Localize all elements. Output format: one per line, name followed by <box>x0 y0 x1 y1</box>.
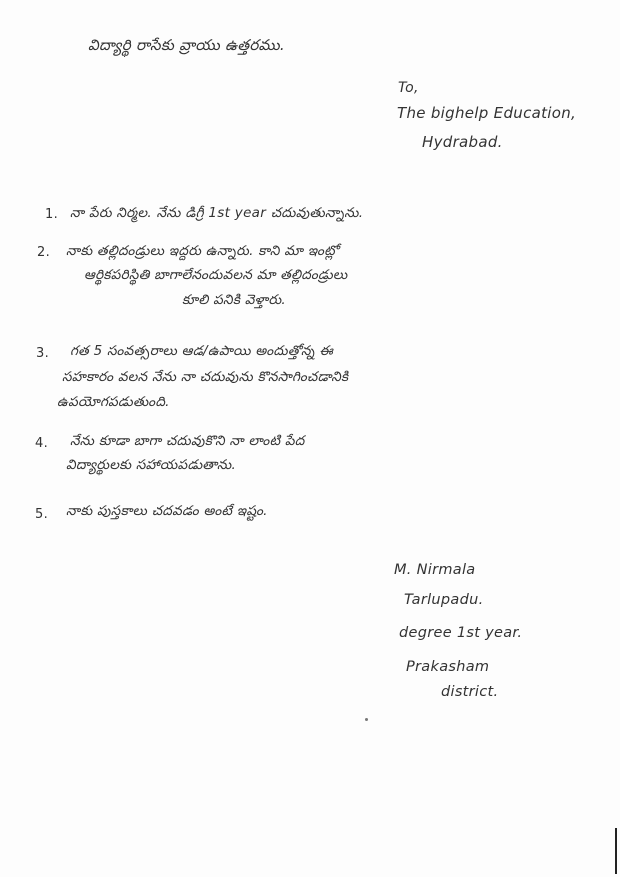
recipient-line-1: The bighelp Education, <box>397 104 577 122</box>
signature-district-line-1: Prakasham <box>406 659 490 675</box>
point-number: 2. <box>37 245 51 260</box>
point-number: 1. <box>45 207 59 222</box>
signature-place: Tarlupadu. <box>404 592 484 608</box>
point-line: నాకు తల్లిదండ్రులు ఇద్దరు ఉన్నారు. కాని మా ఇంట్లో <box>66 243 339 259</box>
point-line: ఆర్థికపరిస్థితి బాగాలేనందువలన మా తల్లిదండ్రులు <box>84 267 348 283</box>
recipient-line-2: Hydrabad. <box>422 133 503 151</box>
point-line: ఉపయోగపడుతుంది. <box>57 394 170 410</box>
signature-name: M. Nirmala <box>394 562 476 578</box>
point-line: విద్యార్థులకు సహాయపడుతాను. <box>66 457 237 473</box>
point-line: సహకారం వలన నేను నా చదువును కొనసాగించడానికి <box>62 369 349 385</box>
scan-edge-mark <box>615 828 617 874</box>
point-line: కూలి పనికి వెళ్తారు. <box>182 292 287 308</box>
point-line: నేను కూడా బాగా చదువుకొని నా లాంటి పేద <box>70 433 305 449</box>
signature-course: degree 1st year. <box>399 625 523 641</box>
ink-dot <box>365 718 368 721</box>
signature-district-line-2: district. <box>441 684 499 700</box>
letter-subject: విద్యార్థి రాసేకు వ్రాయు ఉత్తరము. <box>88 36 285 54</box>
recipient-to-label: To, <box>398 80 419 96</box>
point-line: గత 5 సంవత్సరాలు ఆడ/ఉపాయి అందుత్తోన్న ఈ <box>70 343 334 359</box>
point-number: 3. <box>36 346 50 361</box>
point-line: నాకు పుస్తకాలు చదవడం అంటే ఇష్టం. <box>66 503 268 519</box>
point-number: 5. <box>35 507 49 522</box>
point-line: నా పేరు నిర్మల. నేను డిగ్రీ 1st year చదువుతున్నాను. <box>70 205 364 221</box>
point-number: 4. <box>35 436 49 451</box>
